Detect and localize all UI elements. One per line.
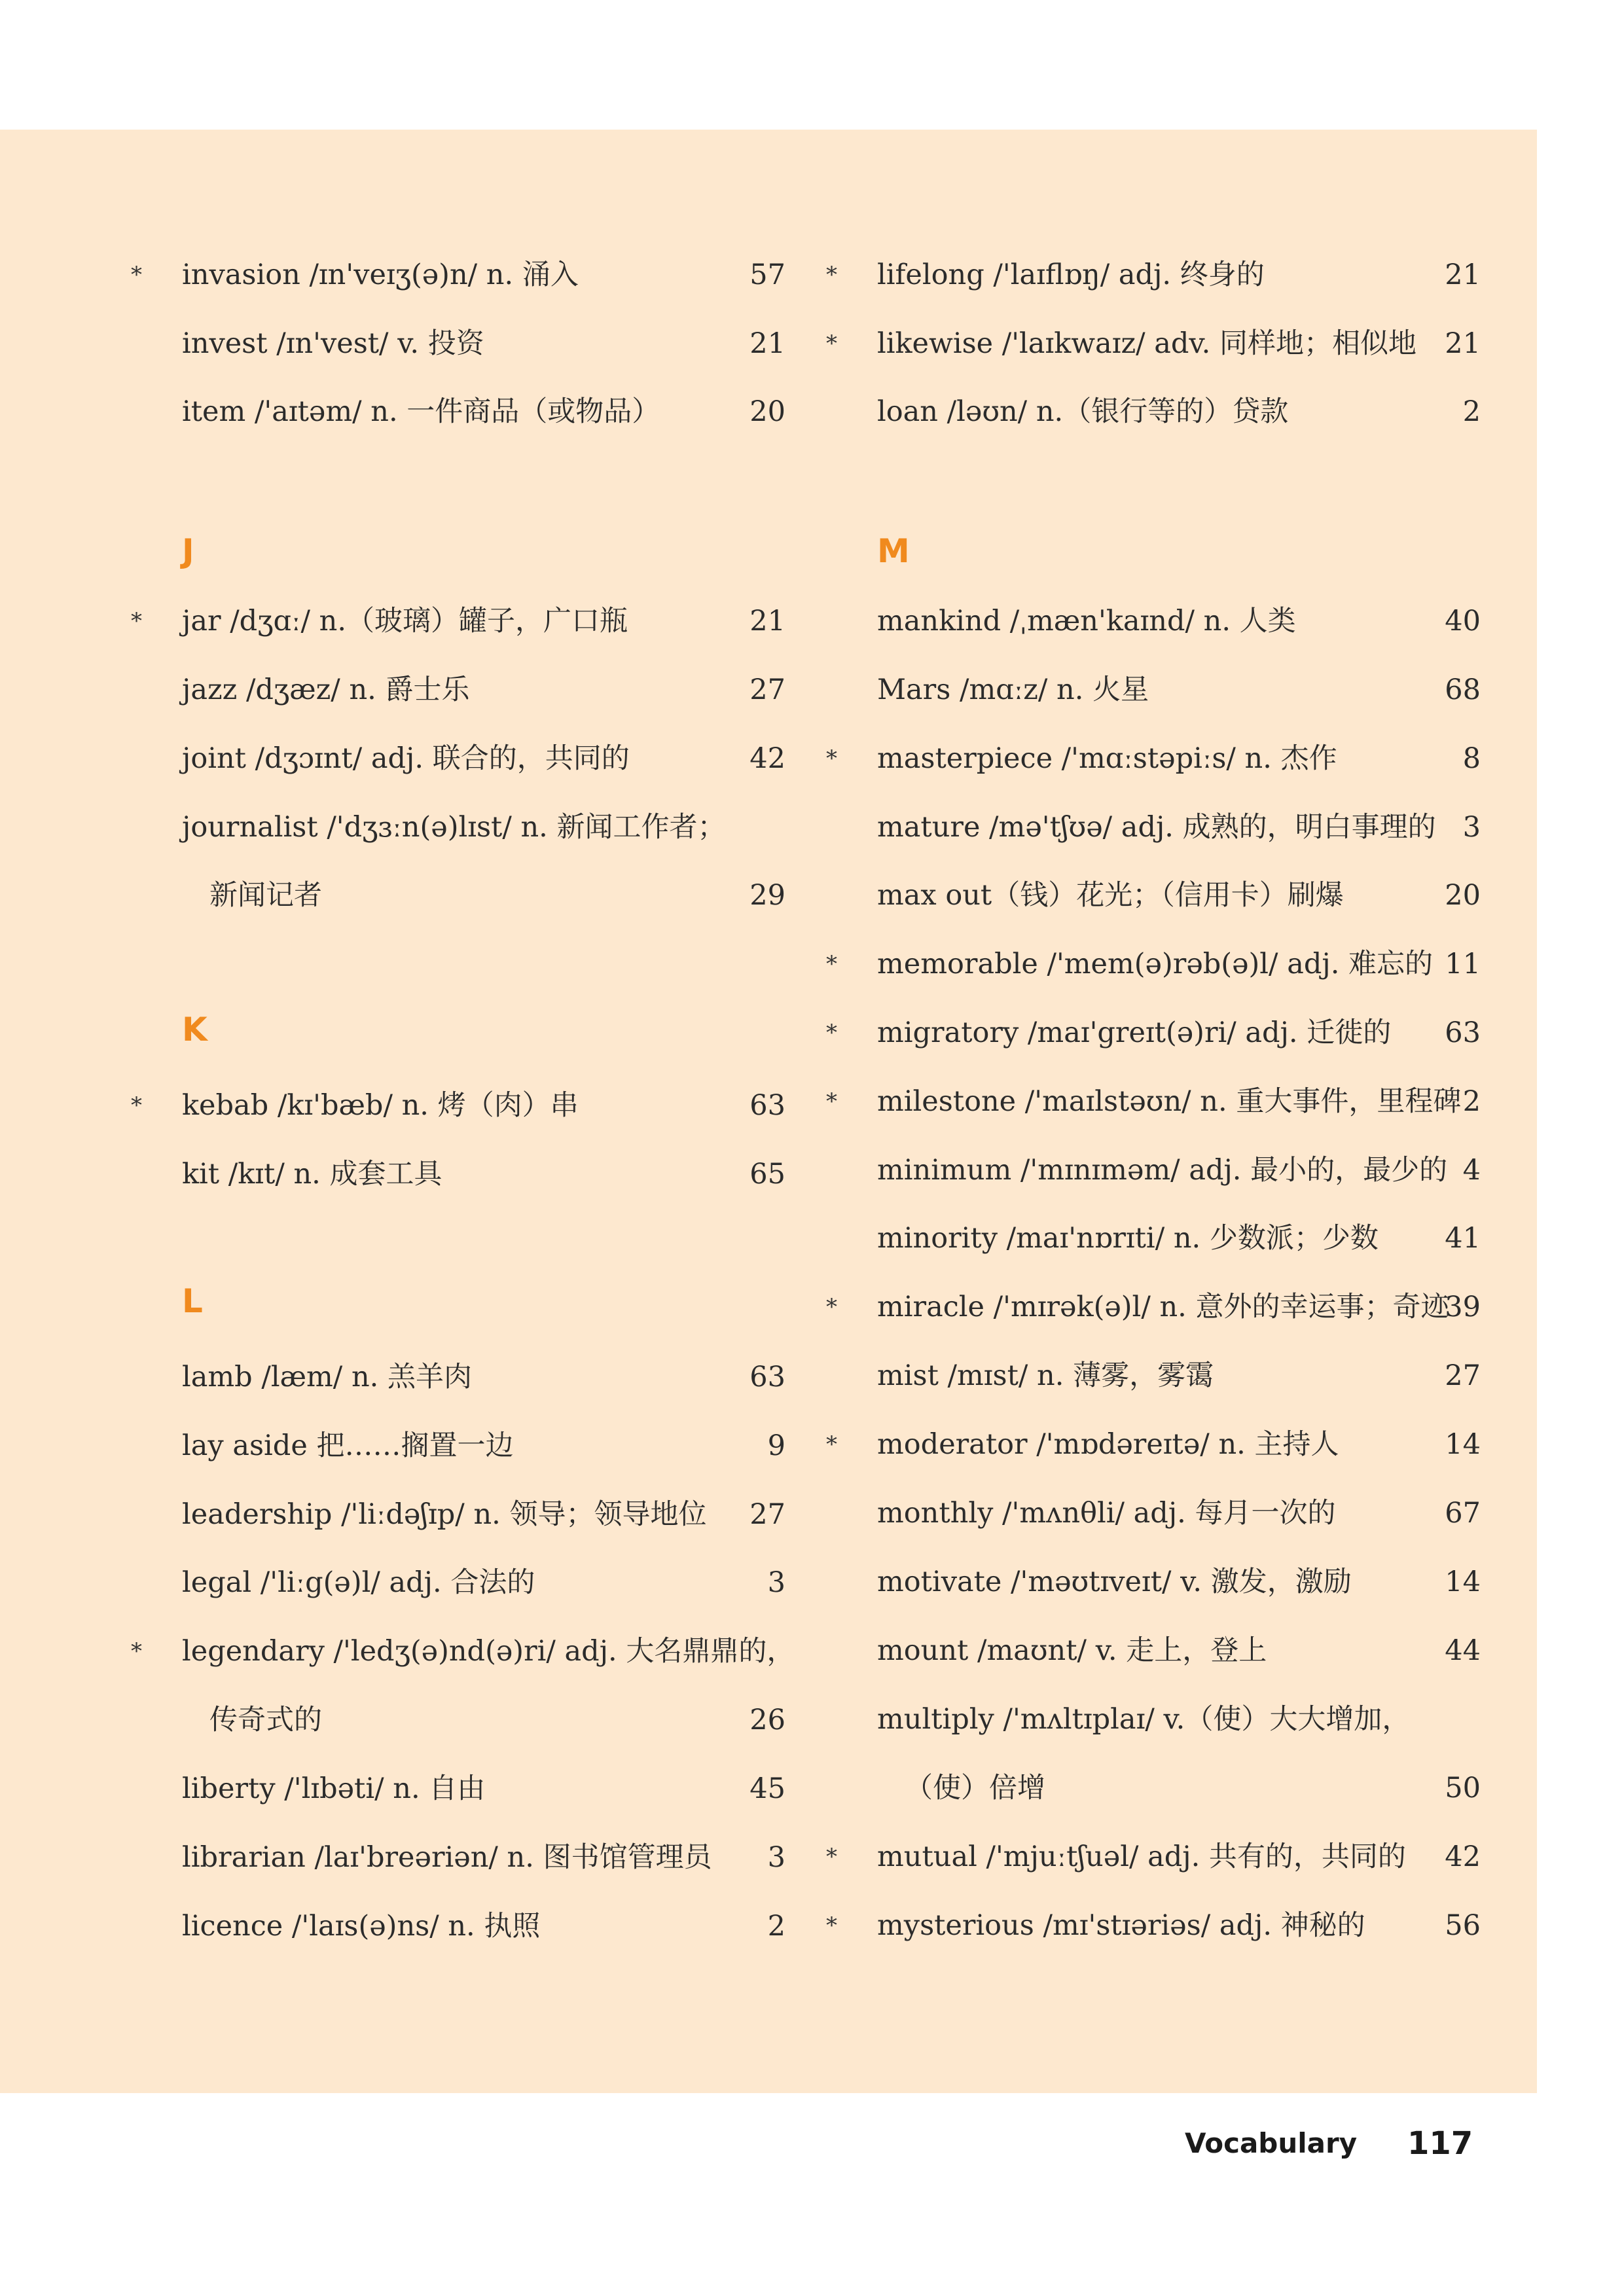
vocab-entry xyxy=(157,1549,785,1617)
vocab-entry-page: 3 xyxy=(1462,811,1481,844)
vocab-entry-text: lamb /læm/ n. 羔羊肉 xyxy=(182,1361,472,1393)
star-marker-icon: * xyxy=(826,331,837,357)
star-marker-icon: * xyxy=(826,745,837,772)
vocab-entry-page: 27 xyxy=(749,1498,785,1531)
vocabulary-panel xyxy=(0,130,1537,2093)
star-marker-icon: * xyxy=(826,1844,837,1870)
vocab-entry-page: 57 xyxy=(749,259,785,291)
vocab-entry xyxy=(131,587,785,655)
vocab-entry-page: 44 xyxy=(1445,1634,1481,1667)
vocab-entry-text: memorable /'mem(ə)rəb(ə)l/ adj. 难忘的 xyxy=(877,948,1434,980)
vocab-entry-text: librarian /laɪ'breəriən/ n. 图书馆管理员 xyxy=(182,1841,712,1874)
star-marker-icon: * xyxy=(131,1638,142,1664)
vocab-entry-text: mist /mɪst/ n. 薄雾，雾霭 xyxy=(877,1359,1214,1392)
section-letter-m: M xyxy=(877,532,910,570)
vocab-entry-text: legendary /'ledʒ(ə)nd(ə)ri/ adj. 大名鼎鼎的， xyxy=(182,1635,795,1668)
vocab-entry-text: leadership /'liːdəʃɪp/ n. 领导；领导地位 xyxy=(182,1498,707,1531)
star-marker-icon: * xyxy=(131,608,142,634)
vocab-entry-page: 21 xyxy=(1445,327,1481,360)
vocab-entry xyxy=(852,1136,1481,1204)
vocab-entry xyxy=(826,310,1481,378)
vocab-entry-text: miracle /'mɪrək(ə)l/ n. 意外的幸运事；奇迹 xyxy=(877,1291,1449,1323)
vocab-entry-page: 63 xyxy=(749,1089,785,1122)
star-marker-icon: * xyxy=(131,262,142,288)
vocab-entry-text: kit /kɪt/ n. 成套工具 xyxy=(182,1158,442,1191)
vocab-entry xyxy=(852,1617,1481,1685)
vocab-entry-text: mankind /ˌmæn'kaɪnd/ n. 人类 xyxy=(877,605,1296,637)
vocab-entry-page: 2 xyxy=(1462,1085,1481,1118)
vocab-entry-page: 67 xyxy=(1445,1497,1481,1530)
vocab-entry-text: joint /dʒɔɪnt/ adj. 联合的，共同的 xyxy=(182,742,630,775)
vocab-entry-text: motivate /'məʊtɪveɪt/ v. 激发，激励 xyxy=(877,1566,1352,1598)
vocab-entry xyxy=(826,930,1481,998)
vocab-entry-continuation xyxy=(852,1754,1481,1822)
vocab-entry xyxy=(852,861,1481,929)
vocab-entry-text: moderator /'mɒdəreɪtə/ n. 主持人 xyxy=(877,1428,1339,1461)
vocab-entry-text: mutual /'mjuːtʃuəl/ adj. 共有的，共同的 xyxy=(877,1840,1406,1873)
vocab-entry-continuation xyxy=(157,861,785,929)
vocab-entry-page: 56 xyxy=(1445,1909,1481,1942)
vocab-entry-text: monthly /'mʌnθli/ adj. 每月一次的 xyxy=(877,1497,1336,1530)
vocab-entry xyxy=(852,1479,1481,1547)
vocab-entry xyxy=(826,1892,1481,1960)
vocab-entry-text: mature /mə'tʃʊə/ adj. 成熟的，明白事理的 xyxy=(877,811,1436,844)
vocab-entry xyxy=(157,1892,785,1960)
vocab-entry-text: 新闻记者 xyxy=(209,879,322,912)
star-marker-icon: * xyxy=(826,1431,837,1458)
vocab-entry xyxy=(826,241,1481,309)
vocab-entry-text: milestone /'maɪlstəʊn/ n. 重大事件，里程碑 xyxy=(877,1085,1462,1118)
vocab-entry xyxy=(826,725,1481,793)
star-marker-icon: * xyxy=(826,1020,837,1046)
vocab-entry xyxy=(852,1548,1481,1616)
vocab-entry-text: minority /maɪ'nɒrɪti/ n. 少数派；少数 xyxy=(877,1222,1379,1255)
vocab-entry xyxy=(131,1617,795,1685)
vocab-entry xyxy=(157,310,785,378)
vocab-entry xyxy=(157,378,785,446)
vocab-entry-text: invasion /ɪn'veɪʒ(ə)n/ n. 涌入 xyxy=(182,259,579,291)
vocab-entry xyxy=(852,587,1481,655)
page-number: 117 xyxy=(1407,2125,1473,2162)
vocab-entry xyxy=(852,1342,1481,1410)
vocab-entry-page: 20 xyxy=(1445,879,1481,912)
vocab-entry-text: max out（钱）花光；（信用卡）刷爆 xyxy=(877,879,1344,912)
vocab-entry-text: Mars /mɑːz/ n. 火星 xyxy=(877,673,1149,706)
star-marker-icon: * xyxy=(826,951,837,977)
vocab-entry xyxy=(852,793,1481,861)
vocab-entry xyxy=(852,1204,1481,1272)
vocab-entry-page: 8 xyxy=(1462,742,1481,775)
vocab-entry-page: 27 xyxy=(1445,1359,1481,1392)
vocab-entry-page: 27 xyxy=(749,673,785,706)
star-marker-icon: * xyxy=(826,1294,837,1320)
vocab-entry-text: loan /ləʊn/ n.（银行等的）贷款 xyxy=(877,395,1289,428)
vocab-entry-page: 3 xyxy=(767,1841,785,1874)
vocab-entry-text: journalist /'dʒɜːn(ə)lɪst/ n. 新闻工作者； xyxy=(182,811,726,844)
vocab-entry xyxy=(852,1685,1481,1753)
vocab-entry xyxy=(852,656,1481,724)
star-marker-icon: * xyxy=(826,1088,837,1115)
vocab-entry xyxy=(826,1410,1481,1479)
vocab-entry-text: multiply /'mʌltɪplaɪ/ v.（使）大大增加， xyxy=(877,1703,1411,1736)
vocab-entry-page: 40 xyxy=(1445,605,1481,637)
vocab-entry xyxy=(826,1823,1481,1891)
vocab-entry-page: 3 xyxy=(767,1566,785,1599)
vocab-entry xyxy=(157,656,785,724)
vocab-entry-text: mount /maʊnt/ v. 走上，登上 xyxy=(877,1634,1267,1667)
footer-label: Vocabulary xyxy=(1185,2127,1358,2159)
vocab-entry xyxy=(157,793,785,861)
vocab-entry-page: 41 xyxy=(1445,1222,1481,1255)
vocab-entry-text: likewise /'laɪkwaɪz/ adv. 同样地；相似地 xyxy=(877,327,1416,360)
vocab-entry xyxy=(157,1480,785,1549)
vocab-entry xyxy=(826,1067,1481,1136)
vocab-entry-page: 39 xyxy=(1445,1291,1481,1323)
vocab-entry-page: 4 xyxy=(1462,1154,1481,1187)
vocab-entry-text: kebab /kɪ'bæb/ n. 烤（肉）串 xyxy=(182,1089,579,1122)
vocab-entry-text: lay aside 把……搁置一边 xyxy=(182,1429,514,1462)
vocab-entry-page: 9 xyxy=(767,1429,785,1462)
vocab-entry-page: 68 xyxy=(1445,673,1481,706)
vocab-entry xyxy=(852,378,1481,446)
vocab-entry-text: migratory /maɪ'greɪt(ə)ri/ adj. 迁徙的 xyxy=(877,1016,1392,1049)
vocab-entry-text: liberty /'lɪbəti/ n. 自由 xyxy=(182,1772,486,1805)
star-marker-icon: * xyxy=(826,1912,837,1939)
vocab-entry-text: masterpiece /'mɑːstəpiːs/ n. 杰作 xyxy=(877,742,1337,775)
vocab-entry xyxy=(826,999,1481,1067)
vocab-entry-text: jazz /dʒæz/ n. 爵士乐 xyxy=(182,673,470,706)
vocab-entry-page: 21 xyxy=(749,327,785,360)
vocab-entry-text: jar /dʒɑː/ n.（玻璃）罐子，广口瓶 xyxy=(182,605,628,637)
vocab-entry-text: lifelong /'laɪflɒŋ/ adj. 终身的 xyxy=(877,259,1265,291)
star-marker-icon: * xyxy=(131,1092,142,1119)
vocab-entry-text: invest /ɪn'vest/ v. 投资 xyxy=(182,327,484,360)
vocab-entry-page: 21 xyxy=(1445,259,1481,291)
vocab-entry-page: 14 xyxy=(1445,1566,1481,1598)
vocab-entry-page: 26 xyxy=(749,1704,785,1736)
vocab-entry-page: 11 xyxy=(1445,948,1481,980)
vocab-entry xyxy=(157,725,785,793)
vocab-entry xyxy=(826,1273,1481,1341)
section-letter-k: K xyxy=(182,1011,208,1049)
star-marker-icon: * xyxy=(826,262,837,288)
section-letter-l: L xyxy=(182,1282,203,1320)
vocab-entry-text: item /'aɪtəm/ n. 一件商品（或物品） xyxy=(182,395,660,428)
vocab-entry xyxy=(131,1071,785,1139)
vocab-entry-page: 50 xyxy=(1445,1772,1481,1804)
vocab-entry-page: 2 xyxy=(1462,395,1481,428)
vocab-entry-page: 2 xyxy=(767,1910,785,1943)
vocab-entry xyxy=(131,241,785,309)
vocab-entry-text: legal /'liːg(ə)l/ adj. 合法的 xyxy=(182,1566,535,1599)
vocab-entry-text: 传奇式的 xyxy=(209,1704,322,1736)
vocab-entry-text: （使）倍增 xyxy=(905,1772,1045,1804)
vocab-entry-continuation xyxy=(157,1686,785,1754)
vocab-entry-page: 65 xyxy=(749,1158,785,1191)
vocab-entry-page: 63 xyxy=(1445,1016,1481,1049)
vocab-entry-text: licence /'laɪs(ə)ns/ n. 执照 xyxy=(182,1910,541,1943)
vocab-entry-text: mysterious /mɪ'stɪəriəs/ adj. 神秘的 xyxy=(877,1909,1365,1942)
vocab-entry-page: 42 xyxy=(1445,1840,1481,1873)
vocab-entry-page: 21 xyxy=(749,605,785,637)
vocab-entry-page: 63 xyxy=(749,1361,785,1393)
vocab-entry xyxy=(157,1412,785,1480)
vocab-entry xyxy=(157,1140,785,1208)
vocab-entry-page: 29 xyxy=(749,879,785,912)
vocab-entry xyxy=(157,1823,785,1892)
vocab-entry-page: 42 xyxy=(749,742,785,775)
vocab-entry-page: 14 xyxy=(1445,1428,1481,1461)
vocab-entry-page: 20 xyxy=(749,395,785,428)
vocab-entry xyxy=(157,1343,785,1411)
vocab-entry xyxy=(157,1755,785,1823)
vocab-entry-page: 45 xyxy=(749,1772,785,1805)
vocab-entry-text: minimum /'mɪnɪməm/ adj. 最小的，最少的 xyxy=(877,1154,1448,1187)
section-letter-j: J xyxy=(182,532,194,570)
